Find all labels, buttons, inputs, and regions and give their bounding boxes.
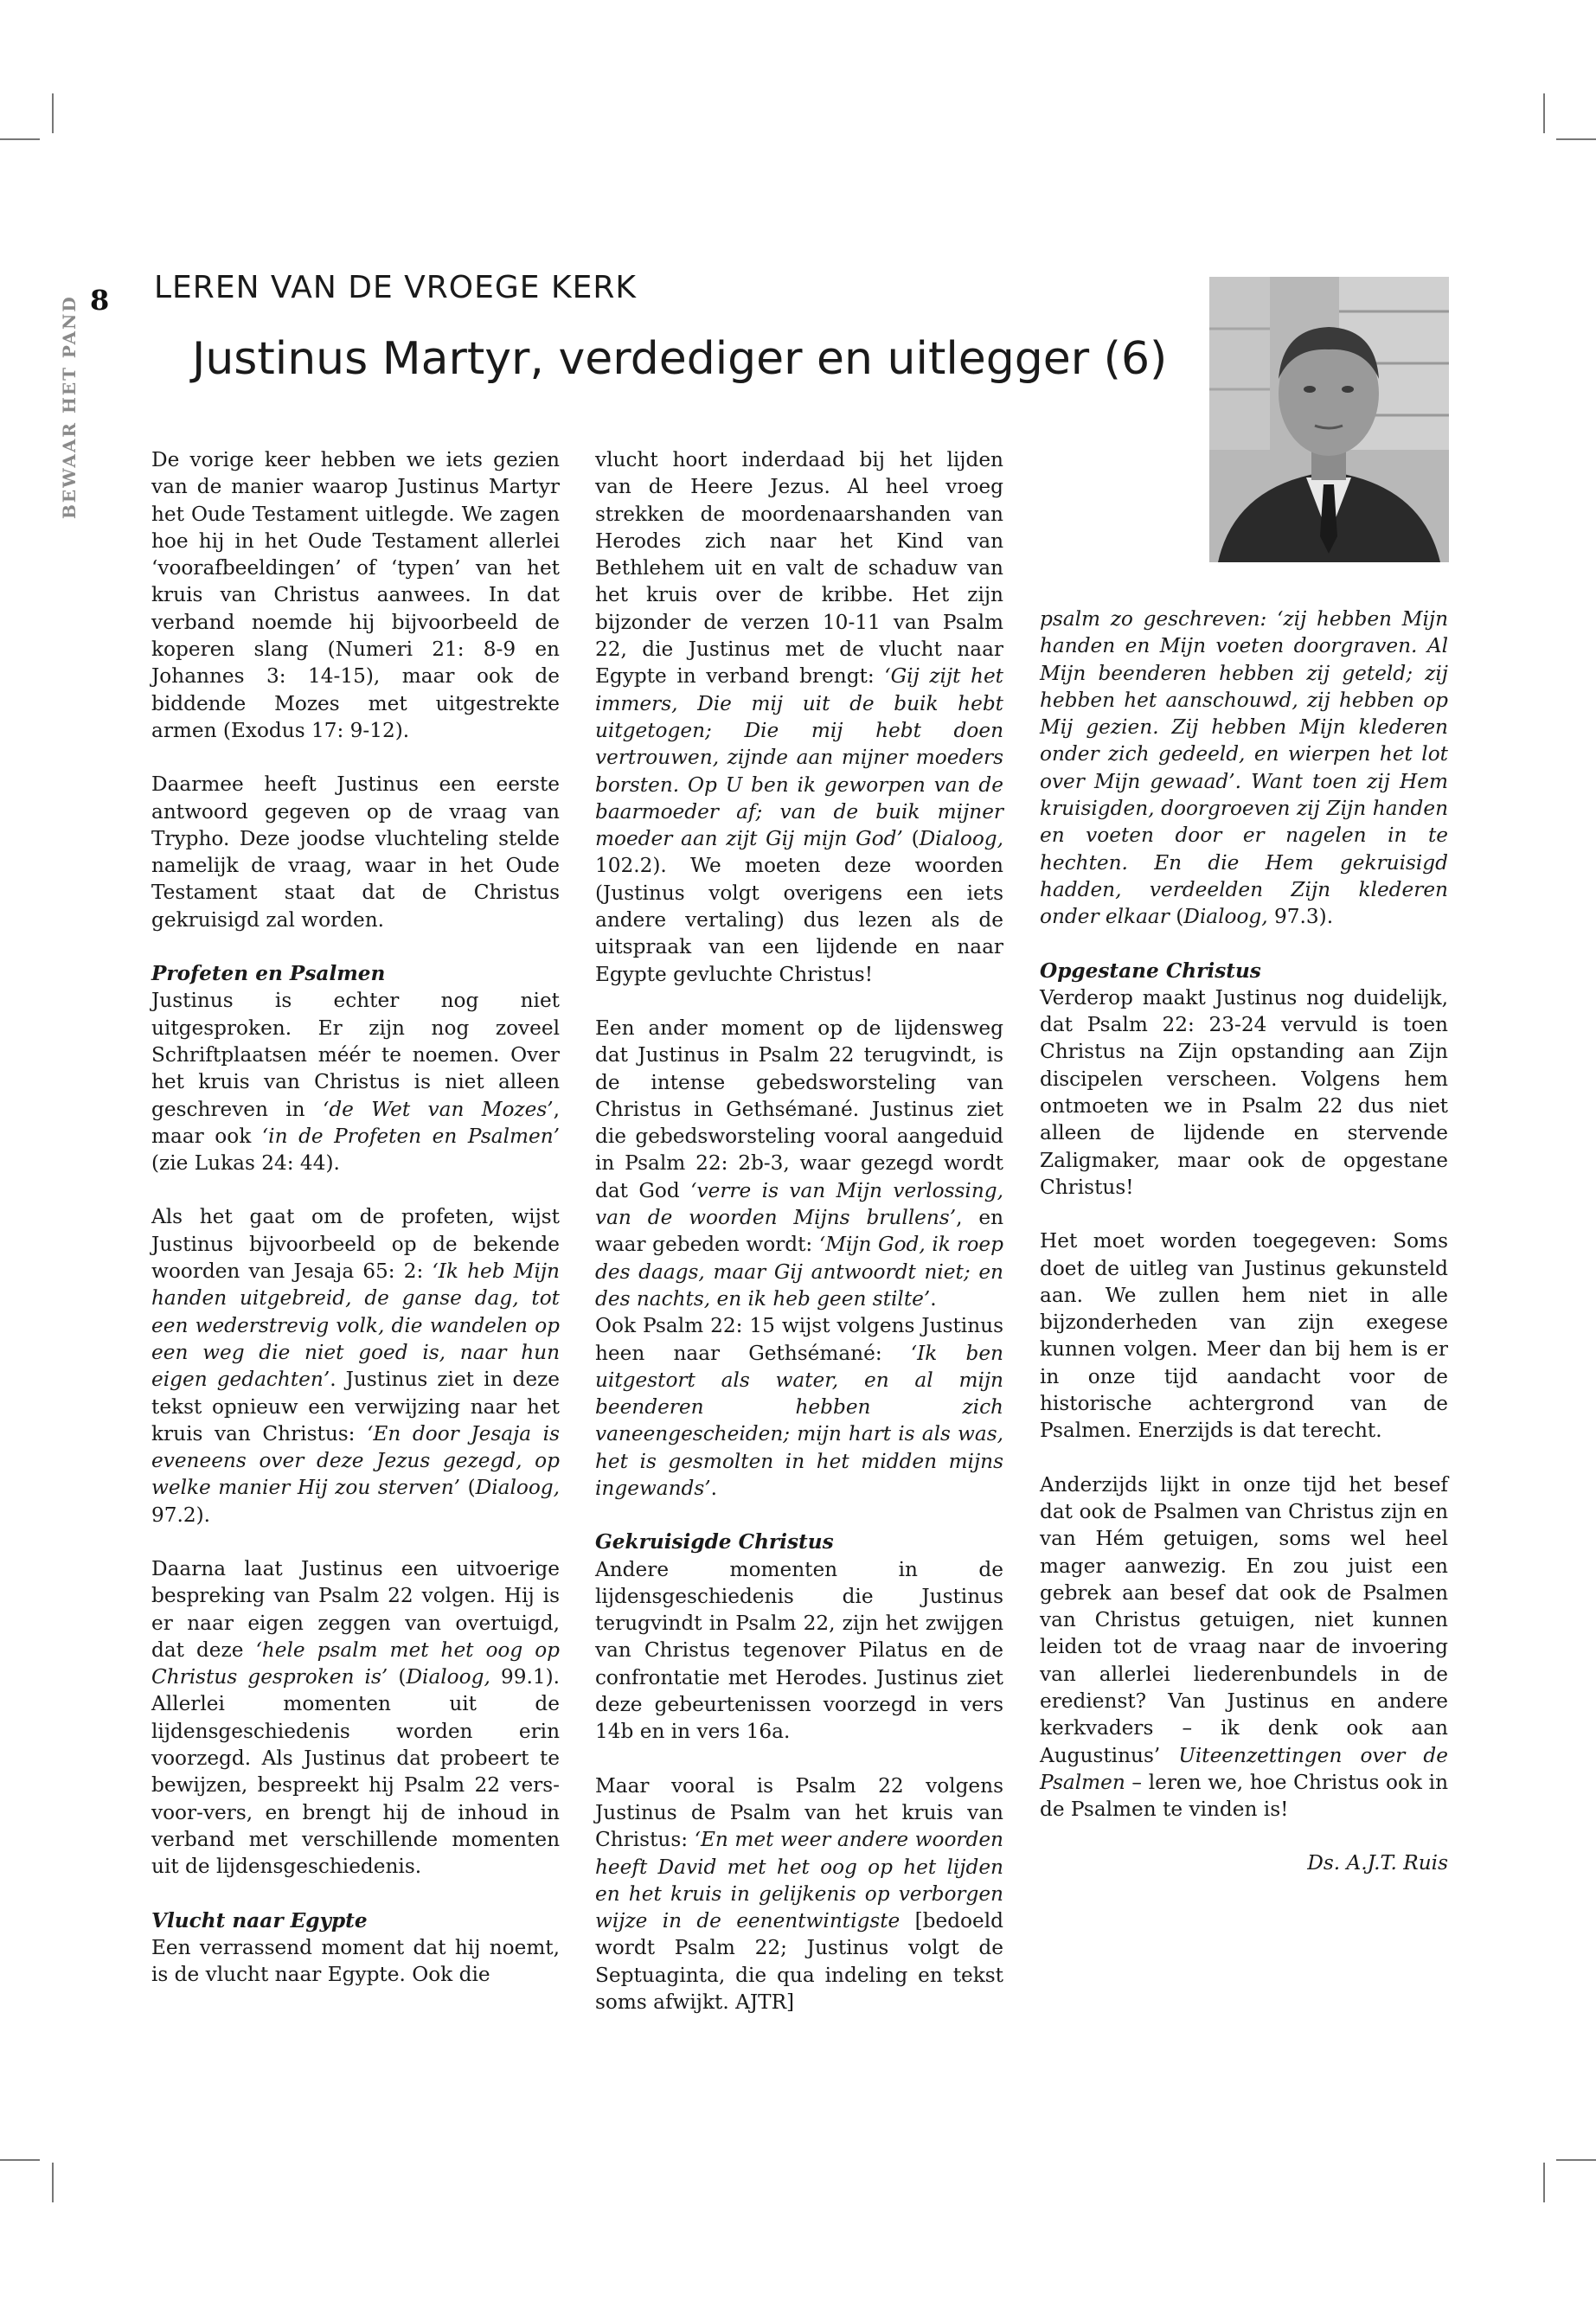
subheading: Vlucht naar Egypte bbox=[151, 1908, 368, 1932]
paragraph: Als het gaat om de profeten, wijst Justinus bijvoorbeeld op de bekende woorden van Jesaja 65: 2: ‘Ik heb Mijn handen uitgebreid, de ganse dag, tot een wederstrevig volk, die wandelen op een weg die niet goed is, naar hun eigen gedachten’. Justinus ziet in deze tekst opnieuw een verwijzing naar het kruis van Christus: ‘En door Jesaja is eveneens over deze Jezus gezegd, op welke manier Hij zou sterven’ (Dialoog, 97.2). bbox=[151, 1205, 561, 1527]
portrait-photo-icon bbox=[1209, 277, 1449, 562]
crop-mark bbox=[1543, 93, 1545, 133]
crop-mark bbox=[1556, 2159, 1596, 2161]
subheading: Gekruisigde Christus bbox=[595, 1530, 834, 1554]
paragraph: Maar vooral is Psalm 22 volgens Justinus de Psalm van het kruis van Christus: ‘En met weer andere woorden heeft David met het oog op het lijden en het kruis in gelijkenis op verborgen wijze in de eenentwintigste [bedoeld wordt Psalm 22; Justinus volgt de Septuaginta, die qua indeling en tekst soms afwijkt. AJTR] bbox=[595, 1773, 1003, 2015]
article-column-2 bbox=[595, 446, 1003, 2016]
subheading: Profeten en Psalmen bbox=[151, 962, 386, 986]
subheading: Opgestane Christus bbox=[1040, 958, 1261, 983]
article-column-1 bbox=[151, 446, 560, 1988]
author-photo bbox=[1209, 277, 1449, 562]
crop-mark bbox=[52, 93, 54, 133]
author-signature: Ds. A.J.T. Ruis bbox=[1307, 1851, 1448, 1875]
paragraph: Een ander moment op de lijdensweg dat Justinus in Psalm 22 terugvindt, is de intense gebedsworsteling van Christus in Gethsémané. Justinus ziet die gebedsworsteling vooral aangeduid in Psalm 22: 2b-3, waar gezegd wordt dat God ‘verre is van Mijn verlossing, van de woorden Mijns brullens’, en waar gebeden wordt: ‘Mijn God, ik roep des daags, maar Gij antwoordt niet; en des nachts, en ik heb geen stilte’. bbox=[595, 1016, 1003, 1311]
crop-mark bbox=[1556, 138, 1596, 140]
crop-mark bbox=[52, 2163, 54, 2202]
paragraph: vlucht hoort inderdaad bij het lijden van de Heere Jezus. Al heel vroeg strekken de moordenaarshanden van Herodes zich naar het Kind van Bethlehem uit en valt de schaduw van het kruis over de kribbe. Het zijn bijzonder de verzen 10-11 van Psalm 22, die Justinus met de vlucht naar Egypte in verband brengt: ‘Gij zijt het immers, Die mij uit de buik hebt uitgetogen; Die mij hebt doen vertrouwen, zijnde aan mijner moeders borsten. Op U ben ik geworpen van de baarmoeder af; van de buik mijner moeder aan zijt Gij mijn God’ (Dialoog, 102.2). We moeten deze woorden (Justinus volgt overigens een iets andere vertaling) dus lezen als de uitspraak van een lijdende en naar Egypte gevluchte Christus! bbox=[595, 448, 1004, 986]
paragraph: Daarmee heeft Justinus een eerste antwoord gegeven op de vraag van Trypho. Deze joodse vluchteling stelde namelijk de vraag, waar in het Oude Testament staat dat de Christus gekruisigd zal worden. bbox=[151, 772, 560, 932]
paragraph: Anderzijds lijkt in onze tijd het besef dat ook de Psalmen van Christus zijn en van Hém getuigen, soms wel heel mager aanwezig. En zou juist een gebrek aan besef dat ook de Psalmen van Christus getuigen, niet kunnen leiden tot de vraag naar de invoering van allerlei liederenbundels in de eredienst? Van Justinus en andere kerkvaders – ik denk ook aan Augustinus’ Uiteenzettingen over de Psalmen – leren we, hoe Christus ook in de Psalmen te vinden is! bbox=[1040, 1472, 1448, 1822]
paragraph: Een verrassend moment dat hij noemt, is de vlucht naar Egypte. Ook die bbox=[151, 1935, 560, 1987]
paragraph: Andere momenten in de lijdensgeschiedenis die Justinus terugvindt in Psalm 22, zijn het zwijgen van Christus tegenover Pilatus en de confrontatie met Herodes. Justinus ziet deze gebeurtenissen voorzegd in vers 14b en in vers 16a. bbox=[595, 1557, 1003, 1744]
article-column-3 bbox=[1040, 606, 1448, 1877]
paragraph: Ook Psalm 22: 15 wijst volgens Justinus heen naar Gethsémané: ‘Ik ben uitgestort als water, en al mijn beenderen hebben zich vaneengescheiden; mijn hart is als was, het is gesmolten in het midden mijns ingewands’. bbox=[595, 1314, 1003, 1500]
crop-mark bbox=[0, 2159, 40, 2161]
paragraph: Justinus is echter nog niet uitgesproken. Er zijn nog zoveel Schriftplaatsen méér te noemen. Over het kruis van Christus is niet alleen geschreven in ‘de Wet van Mozes’, maar ook ‘in de Profeten en Psalmen’ (zie Lukas 24: 44). bbox=[151, 989, 560, 1176]
magazine-sidebar-label: BEWAAR HET PAND bbox=[59, 295, 80, 519]
paragraph: psalm zo geschreven: ‘zij hebben Mijn handen en Mijn voeten doorgraven. Al Mijn beenderen hebben zij geteld; zij hebben het aanschouwd, zij hebben op Mij gezien. Zij hebben Mijn klederen onder zich gedeeld, en wierpen het lot over Mijn gewaad’. Want toen zij Hem kruisigden, doorgroeven zij Zijn handen en voeten door er nagelen in te hechten. En die Hem gekruisigd hadden, verdeelden Zijn klederen onder elkaar (Dialoog, 97.3). bbox=[1040, 607, 1448, 929]
article-title: Justinus Martyr, verdediger en uitlegger (6) bbox=[192, 333, 1168, 385]
crop-mark bbox=[1543, 2163, 1545, 2202]
page-number: 8 bbox=[90, 284, 110, 317]
section-title: LEREN VAN DE VROEGE KERK bbox=[154, 270, 637, 305]
paragraph: De vorige keer hebben we iets gezien van de manier waarop Justinus Martyr het Oude Testament uitlegde. We zagen hoe hij in het Oude Testament allerlei ‘voorafbeeldingen’ of ‘typen’ van het kruis van Christus aanwees. In dat verband noemde hij bijvoorbeeld de koperen slang (Numeri 21: 8-9 en Johannes 3: 14-15), maar ook de biddende Mozes met uitgestrekte armen (Exodus 17: 9-12). bbox=[151, 448, 560, 742]
paragraph: Verderop maakt Justinus nog duidelijk, dat Psalm 22: 23-24 vervuld is toen Christus na Zijn opstanding aan Zijn discipelen verscheen. Volgens hem ontmoeten we in Psalm 22 dus niet alleen de lijdende en stervende Zaligmaker, maar ook de opgestane Christus! bbox=[1040, 985, 1448, 1199]
paragraph: Het moet worden toegegeven: Soms doet de uitleg van Justinus gekunsteld aan. We zullen hem niet in alle bijzonderheden van zijn exegese kunnen volgen. Meer dan bij hem is er in onze tijd aandacht voor de historische achtergrond van de Psalmen. Enerzijds is dat terecht. bbox=[1040, 1229, 1448, 1443]
paragraph: Daarna laat Justinus een uitvoerige bespreking van Psalm 22 volgen. Hij is er naar eigen zeggen van overtuigd, dat deze ‘hele psalm met het oog op Christus gesproken is’ (Dialoog, 99.1). Allerlei momenten uit de lijdensgeschiedenis worden erin voorzegd. Als Justinus dat probeert te bewijzen, bespreekt hij Psalm 22 vers-voor-vers, en brengt hij de inhoud in verband met verschillende momenten uit de lijdensgeschiedenis. bbox=[151, 1556, 561, 1879]
crop-mark bbox=[0, 138, 40, 140]
